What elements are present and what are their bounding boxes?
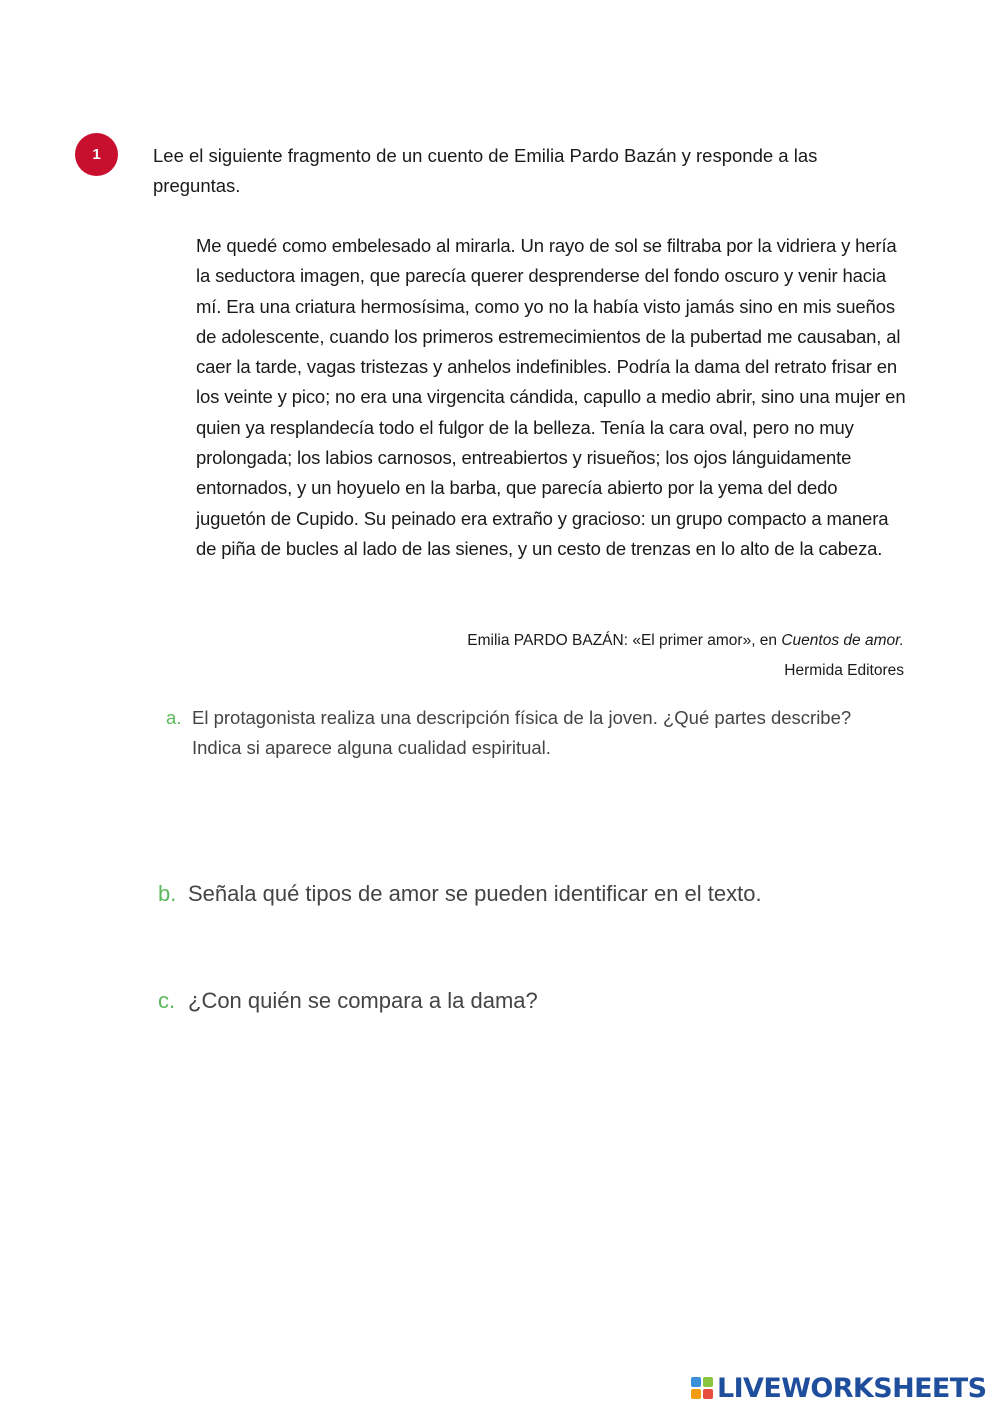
- exercise-number-badge: 1: [75, 133, 118, 176]
- question-c: [158, 985, 918, 1017]
- logo-square: [703, 1389, 713, 1399]
- question-text: Señala qué tipos de amor se pueden identificar en el texto.: [188, 881, 762, 906]
- logo-square: [703, 1377, 713, 1387]
- question-a: [166, 703, 886, 763]
- source-author: Emilia PARDO BAZÁN: «El primer amor», en: [467, 632, 782, 649]
- passage-text: Me quedé como embelesado al mirarla. Un rayo de sol se filtraba por la vidriera y hería la seductora imagen, que parecía querer desprenderse del fondo oscuro y venir hacia mí. Era una criatura hermosísima, como yo no la había visto jamás sino en mis sueños de adolescente, cuando los primeros estremecimientos de la pubertad me causaban, al caer la tarde, vagas tristezas y anhelos indefinibles. Podría la dama del retrato frisar en los veinte y pico; no era una virgencita cándida, capullo a medio abrir, sino una mujer en quien ya resplandecía todo el fulgor de la belleza. Tenía la cara oval, pero no muy prolongada; los labios carnosos, entreabiertos y risueños; los ojos lánguidamente entornados, y un hoyuelo en la barba, que parecía abierto por la yema del dedo juguetón de Cupido. Su peinado era extraño y gracioso: un grupo compacto a manera de piña de bucles al lado de las sienes, y un cesto de trenzas en lo alto de la cabeza.: [196, 235, 906, 559]
- source-book: Cuentos de amor.: [781, 632, 904, 649]
- source-publisher: Hermida Editores: [784, 662, 904, 679]
- logo-square: [691, 1389, 701, 1399]
- liveworksheets-logo-icon: [691, 1377, 713, 1399]
- question-text: ¿Con quién se compara a la dama?: [188, 988, 538, 1013]
- liveworksheets-logo[interactable]: [691, 1372, 986, 1404]
- question-b: [158, 878, 918, 910]
- question-letter: c.: [158, 988, 176, 1013]
- source-citation: [467, 626, 904, 686]
- source-line: [467, 626, 904, 656]
- logo-text: LIVEWORKSHEETS: [717, 1372, 987, 1404]
- logo-square: [691, 1377, 701, 1387]
- literary-passage: [196, 231, 908, 564]
- question-text: El protagonista realiza una descripción física de la joven. ¿Qué partes describe? Indica si aparece alguna cualidad espiritual.: [192, 707, 852, 758]
- exercise-instruction: Lee el siguiente fragmento de un cuento de Emilia Pardo Bazán y responde a las preguntas.: [153, 145, 818, 196]
- question-letter: b.: [158, 881, 177, 906]
- question-letter: a.: [166, 707, 182, 728]
